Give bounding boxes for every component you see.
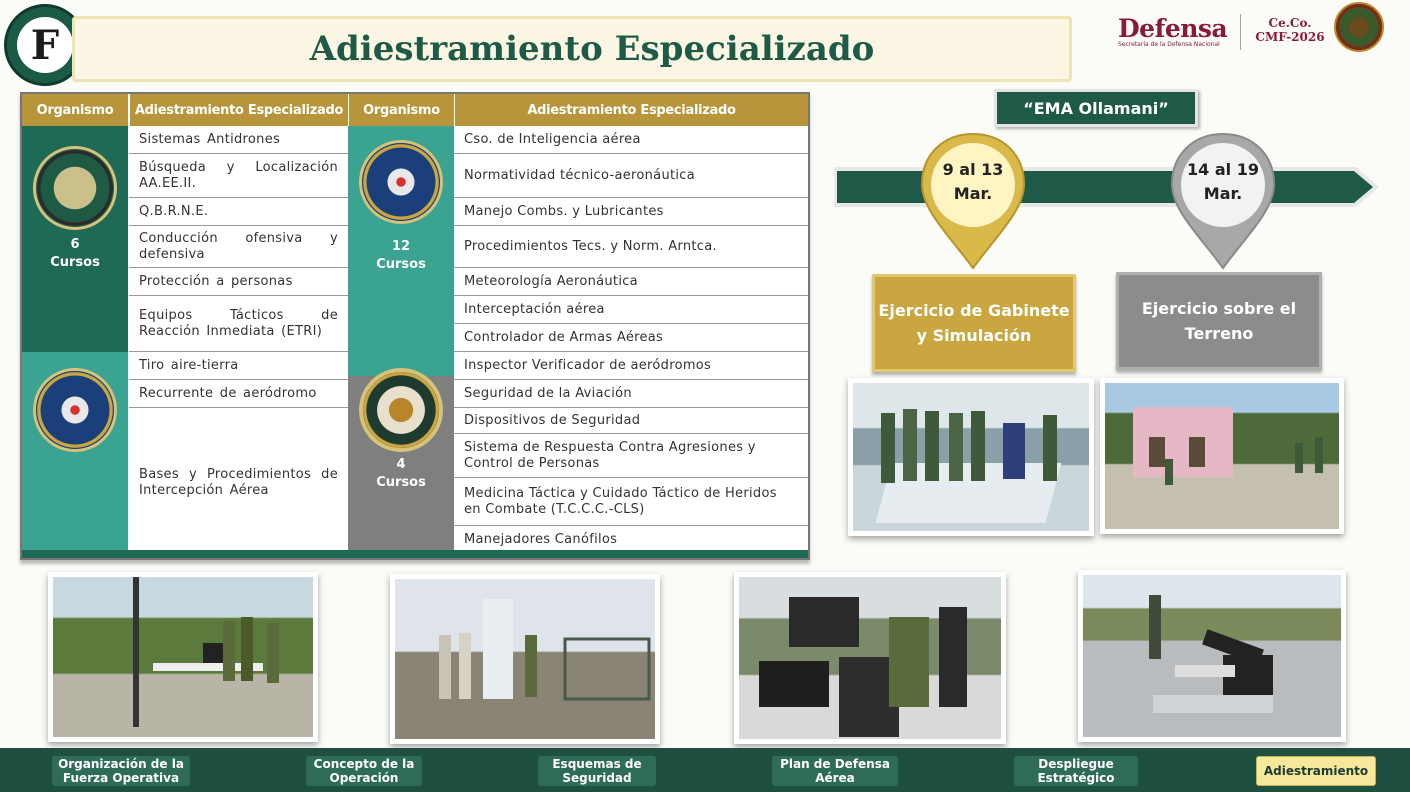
ceco-line2: CMF-2026 [1255, 30, 1325, 44]
organism-air-force [22, 352, 128, 558]
phase-terreno: Ejercicio sobre el Terreno [1116, 272, 1322, 370]
army-course-unit: Cursos [50, 255, 100, 270]
left-course: Sistemas Antidrones [129, 126, 348, 154]
brand-divider [1240, 14, 1241, 50]
phase-gabinete: Ejercicio de Gabinete y Simulación [872, 274, 1076, 372]
photo-field-exercise [1100, 378, 1344, 534]
army-emblem-icon [33, 146, 117, 230]
photo-air-defense-console [734, 572, 1006, 744]
ema-label: “EMA Ollamani” [994, 89, 1198, 127]
photo-protection-drill [1078, 570, 1346, 742]
footer-bar [0, 748, 1410, 792]
left-course: Búsqueda y Localización AA.EE.II. [129, 154, 348, 198]
left-course: Conducción ofensiva y defensiva [129, 226, 348, 268]
left-course: Tiro aire-tierra [129, 352, 348, 380]
ceco-line1: Ce.Co. [1268, 16, 1312, 30]
title-bar [72, 16, 1072, 82]
defensa-logo [1118, 14, 1238, 54]
organism-air-force-right [348, 126, 454, 376]
right-course: Cso. de Inteligencia aérea [454, 126, 808, 154]
right-course: Manejo Combs. y Lubricantes [454, 198, 808, 226]
organism-national-guard [348, 376, 454, 558]
pin-1-text: 9 al 13 Mar. [942, 160, 1004, 203]
date-pin-1 [918, 130, 1028, 270]
left-course: Protección a personas [129, 268, 348, 296]
photo-checkpoint-content [395, 579, 655, 739]
nav-concepto[interactable]: Concepto de la Operación [306, 756, 422, 786]
right-course: Sistema de Respuesta Contra Agresiones y Control de Personas [454, 434, 808, 478]
right-course: Dispositivos de Seguridad [454, 408, 808, 434]
right-course: Seguridad de la Aviación [454, 380, 808, 408]
header-adiestramiento-left: Adiestramiento Especializado [129, 94, 348, 126]
pin-2-text: 14 al 19 Mar. [1187, 160, 1259, 203]
photo-antidrone-content [53, 577, 313, 737]
ceco-label [1252, 16, 1328, 44]
photo-security-checkpoint [390, 574, 660, 744]
organism-army [22, 126, 128, 352]
air-force-course-unit: Cursos [376, 257, 426, 272]
page-title: Adiestramiento Especializado [309, 29, 875, 69]
table-footer-bar [22, 550, 808, 558]
guard-course-count: 4 [396, 457, 406, 472]
header-organismo-left: Organismo [22, 94, 128, 126]
air-force-emblem-icon [33, 368, 117, 452]
right-course: Controlador de Armas Aéreas [454, 324, 808, 352]
guard-course-unit: Cursos [376, 475, 426, 490]
right-course: Manejadores Canófilos [464, 532, 618, 547]
badge-letter: F [17, 17, 73, 73]
photo-drill-content [1083, 575, 1341, 737]
national-seal-icon [1334, 2, 1384, 52]
photo-tabletop-content [853, 383, 1089, 531]
header-organismo-right: Organismo [348, 94, 454, 126]
left-course: Recurrente de aeródromo [129, 380, 348, 408]
right-course: Interceptación aérea [454, 296, 808, 324]
photo-console-content [739, 577, 1001, 739]
nav-esquemas[interactable]: Esquemas de Seguridad [538, 756, 656, 786]
army-course-count: 6 [70, 237, 80, 252]
right-course: Procedimientos Tecs. y Norm. Arntca. [454, 226, 808, 268]
brand-name: Defensa [1118, 14, 1228, 43]
nav-adiestramiento[interactable]: Adiestramiento [1256, 756, 1376, 786]
left-course: Bases y Procedimientos de Intercepción Aérea [139, 467, 338, 498]
right-course: Meteorología Aeronáutica [454, 268, 808, 296]
timeline-arrow [834, 163, 1379, 211]
air-force-course-count: 12 [391, 239, 411, 254]
header-adiestramiento-right: Adiestramiento Especializado [454, 94, 808, 126]
air-force-emblem-icon [359, 140, 443, 224]
training-table [20, 92, 810, 560]
photo-tabletop-exercise [848, 378, 1094, 536]
left-course: Q.B.R.N.E. [129, 198, 348, 226]
right-course: Inspector Verificador de aeródromos [454, 352, 808, 380]
left-course: Equipos Tácticos de Reacción Inmediata (ETRI) [129, 296, 348, 352]
right-course: Medicina Táctica y Cuidado Táctico de Heridos en Combate (T.C.C.C.-CLS) [454, 478, 808, 526]
national-guard-emblem-icon [359, 368, 443, 452]
date-pin-2 [1168, 130, 1278, 270]
nav-despliegue[interactable]: Despliegue Estratégico [1014, 756, 1138, 786]
right-course: Normatividad técnico-aeronáutica [454, 154, 808, 198]
photo-antidrone-station [48, 572, 318, 742]
photo-field-content [1105, 383, 1339, 529]
nav-plan-defensa[interactable]: Plan de Defensa Aérea [772, 756, 898, 786]
nav-organizacion[interactable]: Organización de la Fuerza Operativa [52, 756, 190, 786]
brand-subtitle: Secretaría de la Defensa Nacional [1118, 41, 1220, 48]
